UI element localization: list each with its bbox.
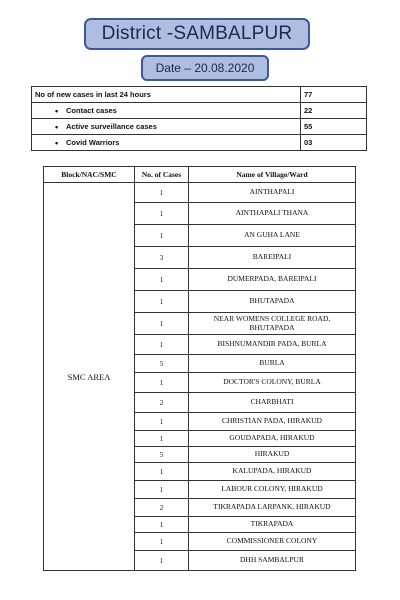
cases-count-cell: 2	[135, 499, 189, 517]
summary-row-new-cases	[32, 87, 367, 103]
cases-table-header-row	[44, 167, 356, 183]
village-ward-cell: CHRISTIAN PADA, HIRAKUD	[189, 413, 356, 431]
summary-label-text: Contact cases	[66, 106, 117, 115]
village-ward-cell: AINTHAPALI THANA	[189, 203, 356, 225]
cases-table-body	[44, 183, 356, 571]
village-ward-cell: COMMISSIONER COLONY	[189, 533, 356, 551]
village-ward-cell: KALUPADA, HIRAKUD	[189, 463, 356, 481]
summary-value: 55	[301, 119, 367, 135]
summary-value: 03	[301, 135, 367, 151]
date-text: Date – 20.08.2020	[155, 61, 255, 75]
summary-label-text: Active surveillance cases	[66, 122, 157, 131]
cases-count-cell: 5	[135, 355, 189, 373]
cases-count-cell: 2	[135, 393, 189, 413]
village-ward-cell: BHUTAPADA	[189, 291, 356, 313]
village-ward-cell: AN GUHA LANE	[189, 225, 356, 247]
village-ward-cell: BURLA	[189, 355, 356, 373]
page-title	[84, 18, 310, 50]
column-header-village: Name of Village/Ward	[189, 167, 356, 183]
cases-count-cell: 1	[135, 481, 189, 499]
summary-label: No of new cases in last 24 hours	[32, 87, 301, 103]
summary-row-contact-cases	[32, 103, 367, 119]
village-ward-cell: NEAR WOMENS COLLEGE ROAD, BHUTAPADA	[189, 313, 356, 335]
cases-count-cell: 5	[135, 447, 189, 463]
village-ward-cell: BISHNUMANDIR PADA, BURLA	[189, 335, 356, 355]
district-title-text: District -SAMBALPUR	[101, 23, 293, 44]
cases-count-cell: 1	[135, 225, 189, 247]
village-ward-cell: HIRAKUD	[189, 447, 356, 463]
cases-count-cell: 1	[135, 291, 189, 313]
summary-value: 77	[301, 87, 367, 103]
cases-count-cell: 1	[135, 203, 189, 225]
village-ward-cell: DHH SAMBALPUR	[189, 551, 356, 571]
date-label	[141, 55, 269, 81]
cases-count-cell: 1	[135, 373, 189, 393]
summary-table	[31, 86, 367, 151]
cases-count-cell: 1	[135, 551, 189, 571]
cases-count-cell: 1	[135, 463, 189, 481]
cases-count-cell: 1	[135, 431, 189, 447]
cases-count-cell: 3	[135, 247, 189, 269]
cases-count-cell: 1	[135, 313, 189, 335]
village-ward-cell: BAREIPALI	[189, 247, 356, 269]
cases-count-cell: 1	[135, 413, 189, 431]
column-header-cases: No. of Cases	[135, 167, 189, 183]
cases-table	[43, 166, 356, 571]
summary-label	[32, 103, 301, 119]
summary-row-active-surveillance	[32, 119, 367, 135]
cases-count-cell: 1	[135, 269, 189, 291]
block-cell: SMC AREA	[44, 183, 135, 571]
cases-count-cell: 1	[135, 533, 189, 551]
summary-value: 22	[301, 103, 367, 119]
village-ward-cell: CHARBHATI	[189, 393, 356, 413]
cases-count-cell: 1	[135, 183, 189, 203]
cases-count-cell: 1	[135, 335, 189, 355]
village-ward-cell: TIKRAPADA LARPANK, HIRAKUD	[189, 499, 356, 517]
summary-label	[32, 135, 301, 151]
village-ward-cell: GOUDAPADA, HIRAKUD	[189, 431, 356, 447]
summary-row-covid-warriors	[32, 135, 367, 151]
table-row	[44, 183, 356, 203]
cases-count-cell: 1	[135, 517, 189, 533]
village-ward-cell: TIKRAPADA	[189, 517, 356, 533]
village-ward-cell: AINTHAPALI	[189, 183, 356, 203]
village-ward-cell: DOCTOR'S COLONY, BURLA	[189, 373, 356, 393]
column-header-block: Block/NAC/SMC	[44, 167, 135, 183]
village-ward-cell: DUMERPADA, BAREIPALI	[189, 269, 356, 291]
village-ward-cell: LABOUR COLONY, HIRAKUD	[189, 481, 356, 499]
summary-label-text: Covid Warriors	[66, 138, 120, 147]
summary-label	[32, 119, 301, 135]
